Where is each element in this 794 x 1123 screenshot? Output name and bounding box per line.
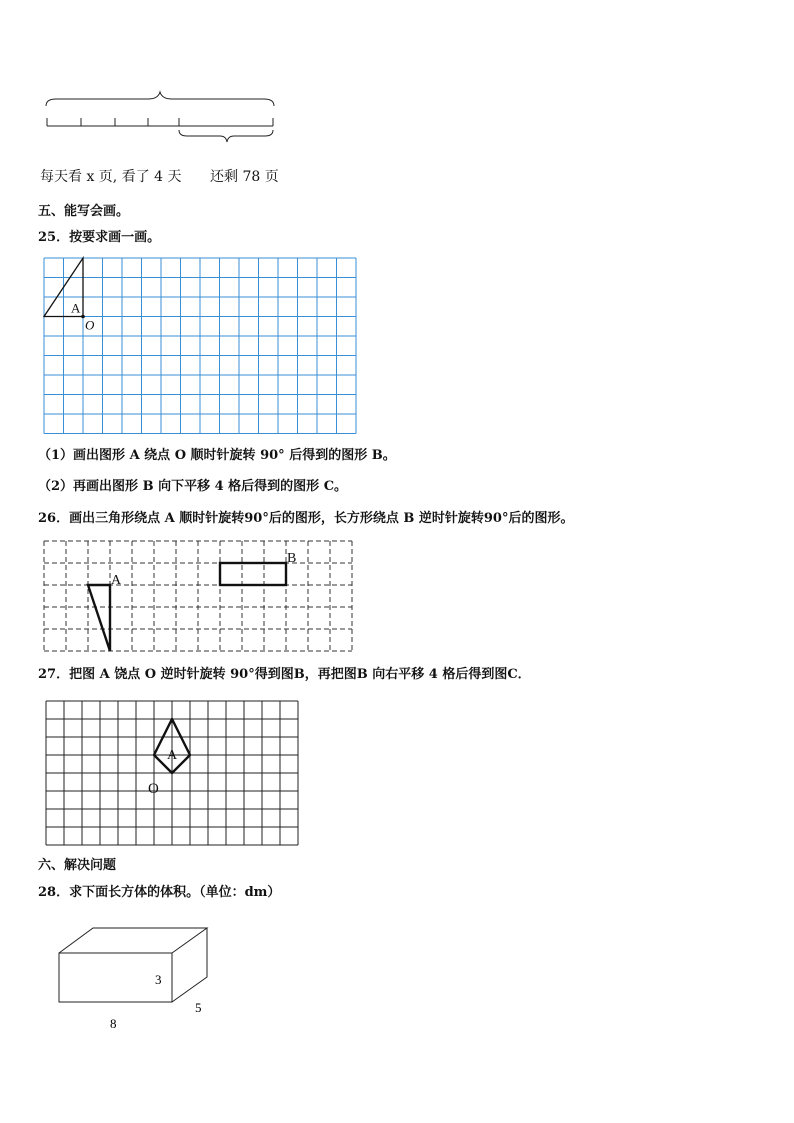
cuboid-depth-label: 5 (195, 1000, 202, 1015)
cuboid-top-face (59, 928, 207, 953)
label-o: O (148, 781, 159, 797)
cuboid-right-face (172, 928, 207, 1002)
brace-caption-left: 每天看 x 页, 看了 4 天 (40, 169, 182, 185)
label-a: A (111, 573, 122, 588)
cuboid-height-label: 3 (155, 972, 162, 987)
right-triangle (88, 585, 110, 651)
q27-stem: 27．把图 A 饶点 O 逆时针旋转 90°得到图B，再把图B 向右平移 4 格后得到图C． (38, 667, 531, 682)
q26-dashed-grid (44, 541, 354, 651)
q28-stem: 28．求下面长方体的体积。（单位：dm） (38, 885, 281, 900)
bottom-brace (179, 130, 273, 142)
q25-grid (44, 258, 358, 434)
label-a: A (167, 748, 178, 763)
label-o: O (85, 317, 95, 333)
q25-stem: 25．按要求画一画。 (38, 230, 161, 245)
q26-stem: 26．画出三角形绕点 A 顺时针旋转90°后的图形，长方形绕点 B 逆时针旋转90°后的图形。 (38, 511, 574, 526)
rectangle (220, 563, 286, 585)
q27-grid (46, 701, 300, 847)
label-a: A (71, 300, 81, 316)
section6-heading: 六、解决问题 (38, 858, 117, 873)
q25-part2: （2）再画出图形 B 向下平移 4 格后得到的图形 C。 (38, 479, 348, 494)
section5-heading: 五、能写会画。 (38, 204, 130, 219)
cuboid-length-label: 8 (110, 1016, 117, 1031)
label-b: B (287, 551, 297, 566)
brace-caption-right: 还剩 78 页 (210, 169, 279, 185)
brace-diagram (44, 92, 276, 152)
q25-part1: （1）画出图形 A 绕点 O 顺时针旋转 90° 后得到的图形 B。 (38, 448, 396, 463)
top-brace (46, 92, 274, 106)
cuboid-figure (50, 920, 230, 1040)
